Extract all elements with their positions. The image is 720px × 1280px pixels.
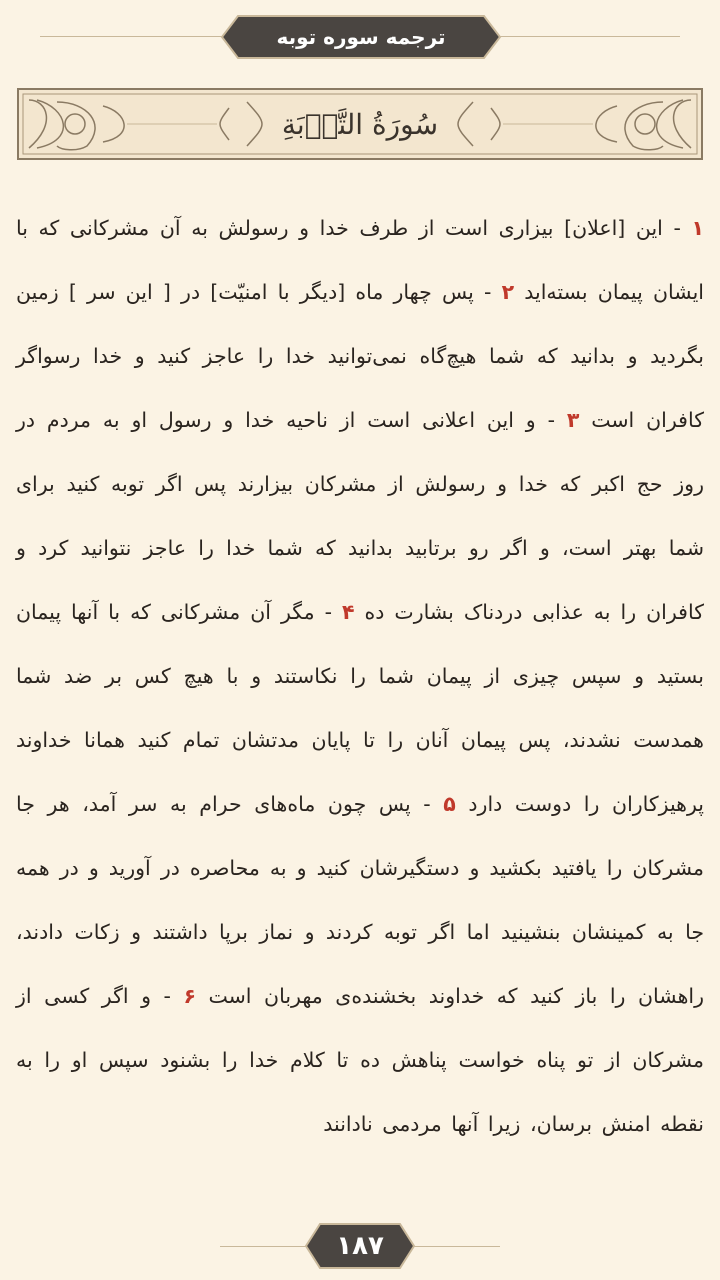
verse-number: ۳ [566,408,580,432]
page-number: ۱۸۷ [336,1231,384,1261]
verse-text: - پس چهار ماه [دیگر با امنیّت] در [ این سر ] زمین بگردید و بدانید که شما هیچ‌گاه نمی‌توانید خدا را عاجز کنید و خدا رسواگر کافران است [16,280,704,432]
verse-number: ۴ [342,600,355,624]
verse-number: ۶ [183,984,196,1008]
verse-text: - این [اعلان] بیزاری است از طرف خدا و رسولش به آن مشرکانی که با ایشان پیمان بسته‌اید [16,216,704,304]
header-title-pill [220,14,502,60]
verse-number: ۵ [443,792,456,816]
verse-number: ۱ [691,216,704,240]
verse-text: - و اگر کسی از مشرکان از تو پناه خواست پناهش ده تا کلام خدا را بشنود سپس او را به نقطه امنش برسان، زیرا آنها مردمی نادانند [16,984,704,1136]
surah-name: سُورَةُ التَّوۡبَةِ [281,107,439,141]
verse-number: ۲ [501,280,515,304]
footer [0,1222,720,1270]
header [0,14,720,60]
verse-text: - پس چون ماه‌های حرام به سر آمد، هر جا مشرکان را یافتید بکشید و دستگیرشان کنید و به محاصره در آورید و در همه جا به کمینشان بنشینید اما اگر توبه کردند و نماز برپا داشتند و زکات دادند، راهشان را باز کنید که خداوند بخشنده‌ی مهربان است [16,792,704,1008]
translation-text [16,196,704,1196]
page-title: ترجمه سوره توبه [276,25,446,49]
page-number-pill [304,1222,416,1270]
surah-banner [17,88,703,160]
verse-text: - مگر آن مشرکانی که با آنها پیمان بستید و سپس چیزی از پیمان شما را نکاستند و با هیچ کس بر ضد شما همدست نشدند، پس پیمان آنان را تا پایان مدتشان تمام کنید همانا خداوند پرهیزکاران را دوست دارد [16,600,704,816]
verse-text: - و این اعلانی است از ناحیه خدا و رسول او به مردم در روز حج اکبر که خدا و رسولش از مشرکان بیزارند پس اگر توبه کنید برای شما بهتر است، و اگر رو برتابید بدانید که شما خدا را عاجز نتوانید کرد و کافران را به عذابی دردناک بشارت ده [16,408,704,624]
